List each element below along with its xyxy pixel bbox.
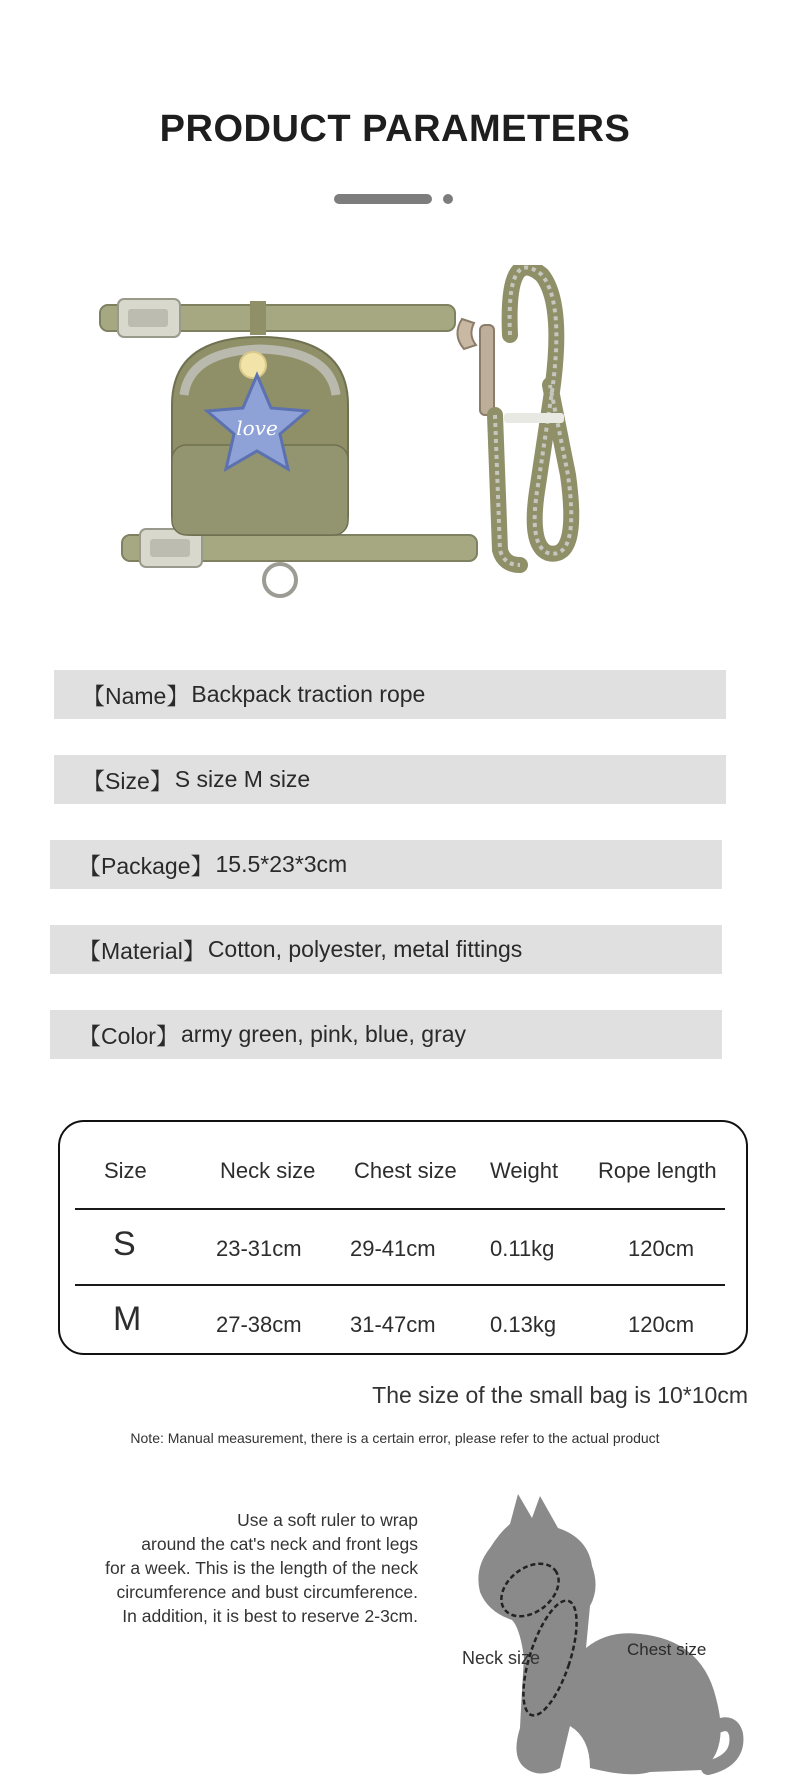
header-weight: Weight [490, 1158, 559, 1183]
measuring-instructions: Use a soft ruler to wrap around the cat's neck and front legs for a week. This is the length of the neck circumference and bust circumference. In addition, it is best to reserve 2-3cm. [105, 1510, 418, 1626]
param-row-size: 【Size】 S size M size [54, 755, 726, 804]
leash-icon [457, 268, 571, 566]
cat-silhouette-icon [440, 1488, 750, 1780]
neck-size-label: Neck size [462, 1648, 541, 1668]
chest-size-label: Chest size [627, 1640, 707, 1659]
product-image [80, 265, 700, 645]
bag-size-note: The size of the small bag is 10*10cm [372, 1382, 748, 1408]
table-divider [75, 1208, 725, 1210]
table-divider [75, 1284, 725, 1286]
header-size: Size [104, 1158, 147, 1183]
harness-backpack-icon [100, 299, 477, 596]
param-row-name: 【Name】 Backpack traction rope [54, 670, 726, 719]
page-title: PRODUCT PARAMETERS [159, 108, 631, 150]
header-neck-size: Neck size [220, 1158, 316, 1183]
header-rope-length: Rope length [598, 1158, 717, 1183]
measurement-note: Note: Manual measurement, there is a certain error, please refer to the actual product [130, 1430, 660, 1446]
param-row-package: 【Package】 15.5*23*3cm [50, 840, 722, 889]
title-divider-bar [334, 194, 432, 204]
title-divider-dot [443, 194, 453, 204]
size-table: Size Neck size Chest size Weight Rope length S 23-31cm 29-41cm 0.11kg 120cm M 27-38cm 31-47cm 0.13kg 120cm [58, 1120, 748, 1355]
header-chest-size: Chest size [354, 1158, 457, 1183]
param-row-color: 【Color】 army green, pink, blue, gray [50, 1010, 722, 1059]
param-row-material: 【Material】 Cotton, polyester, metal fittings [50, 925, 722, 974]
patch-text: love [236, 416, 278, 440]
